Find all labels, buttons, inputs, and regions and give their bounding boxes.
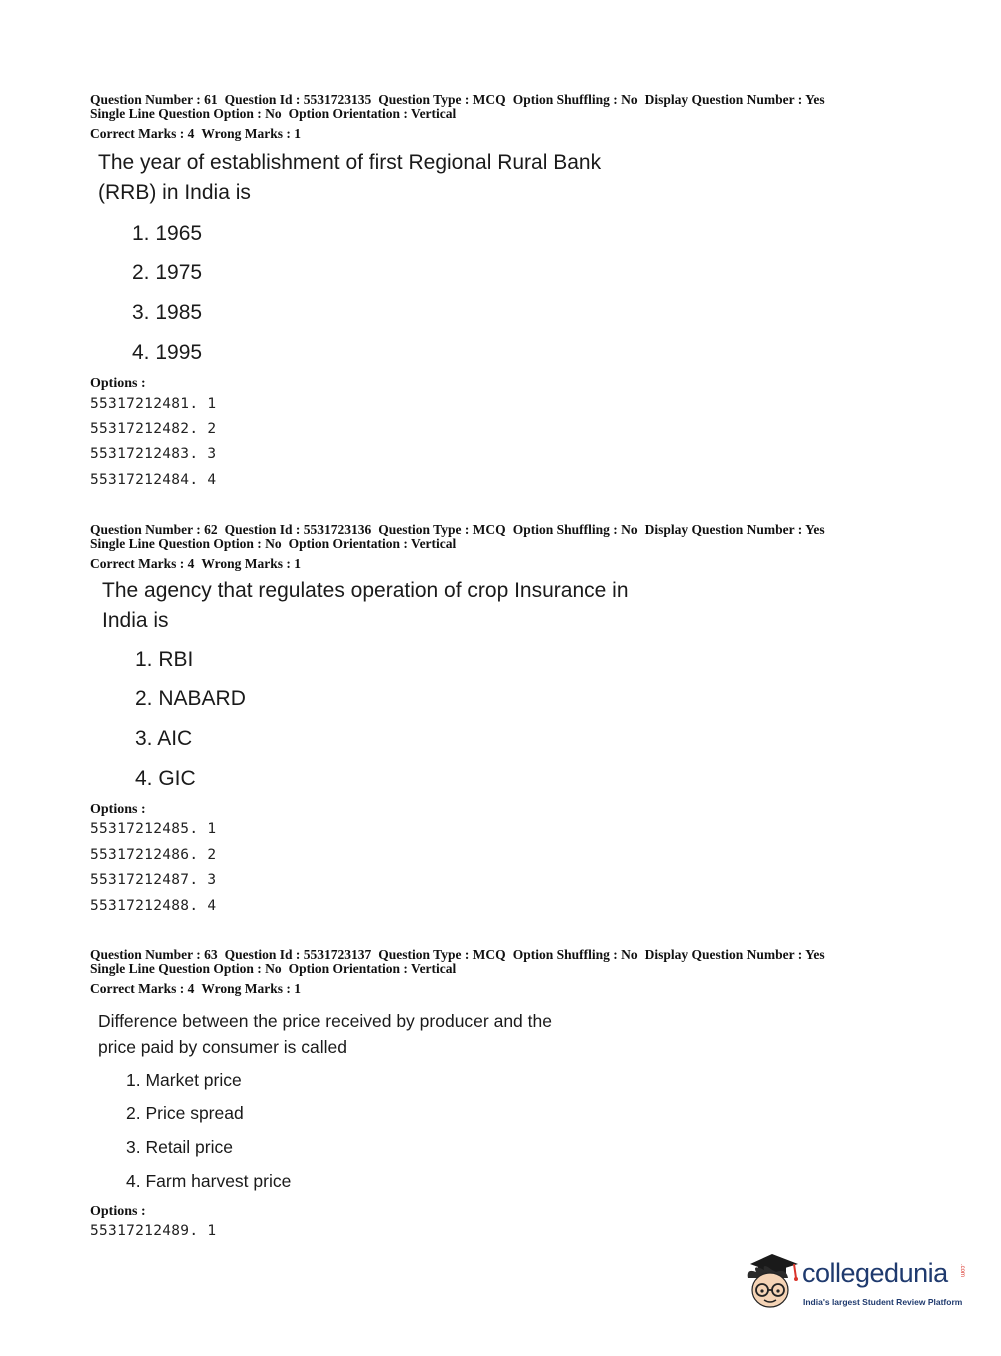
question-62-meta-line1: Question Number : 62 Question Id : 5531723136 Question Type : MCQ Option Shuffling : No Display Question Number : Yes (90, 522, 825, 537)
question-63-text-line2: price paid by consumer is called (98, 1037, 348, 1057)
question-61-option-id-3: 55317212483. 3 (90, 446, 217, 462)
question-61-meta-line1: Question Number : 61 Question Id : 5531723135 Question Type : MCQ Option Shuffling : No Display Question Number : Yes (90, 92, 825, 107)
question-61-meta-line2: Single Line Question Option : No Option Orientation : Vertical (90, 106, 457, 121)
question-61-text-line1: The year of establishment of first Regional Rural Bank (98, 151, 602, 174)
question-62-option-id-1: 55317212485. 1 (90, 821, 217, 837)
question-61-choice-3: 3. 1985 (132, 301, 203, 324)
question-62-option-id-3: 55317212487. 3 (90, 872, 217, 888)
question-63-options-label: Options : (90, 1204, 146, 1219)
question-62-option-id-4: 55317212488. 4 (90, 898, 217, 914)
question-63-choice-4: 4. Farm harvest price (126, 1171, 292, 1191)
question-63-option-id-1: 55317212489. 1 (90, 1223, 217, 1239)
question-62-options-label: Options : (90, 802, 146, 817)
question-63-text-line1: Difference between the price received by producer and the (98, 1011, 552, 1031)
question-63-choice-3: 3. Retail price (126, 1137, 233, 1157)
mascot-icon (742, 1250, 800, 1314)
question-62-text-line1: The agency that regulates operation of crop Insurance in (102, 579, 629, 602)
question-61-text-line2: (RRB) in India is (98, 181, 251, 204)
question-61-marks: Correct Marks : 4 Wrong Marks : 1 (90, 126, 301, 141)
question-61-choice-2: 2. 1975 (132, 261, 203, 284)
question-61-choice-1: 1. 1965 (132, 222, 203, 245)
question-62-option-id-2: 55317212486. 2 (90, 847, 217, 863)
question-62-choice-3: 3. AIC (135, 727, 193, 750)
question-61-option-id-2: 55317212482. 2 (90, 421, 217, 437)
question-62-text-line2: India is (102, 609, 169, 632)
question-63-marks: Correct Marks : 4 Wrong Marks : 1 (90, 981, 301, 996)
question-63-meta-line1: Question Number : 63 Question Id : 5531723137 Question Type : MCQ Option Shuffling : No Display Question Number : Yes (90, 947, 825, 962)
question-62-marks: Correct Marks : 4 Wrong Marks : 1 (90, 556, 301, 571)
logo-tagline: India's largest Student Review Platform (803, 1297, 963, 1307)
question-62-meta-line2: Single Line Question Option : No Option Orientation : Vertical (90, 536, 457, 551)
question-61-option-id-4: 55317212484. 4 (90, 472, 217, 488)
question-62-choice-2: 2. NABARD (135, 687, 246, 710)
logo-com: .com (959, 1264, 965, 1278)
question-63-choice-1: 1. Market price (126, 1070, 242, 1090)
logo-name: collegedunia (802, 1258, 948, 1288)
question-63-choice-2: 2. Price spread (126, 1103, 244, 1123)
question-61-choice-4: 4. 1995 (132, 341, 203, 364)
question-62-choice-1: 1. RBI (135, 648, 194, 671)
question-61-options-label: Options : (90, 376, 146, 391)
collegedunia-logo[interactable] (742, 1250, 972, 1320)
question-63-meta-line2: Single Line Question Option : No Option Orientation : Vertical (90, 961, 457, 976)
question-62-choice-4: 4. GIC (135, 767, 196, 790)
question-61-option-id-1: 55317212481. 1 (90, 396, 217, 412)
